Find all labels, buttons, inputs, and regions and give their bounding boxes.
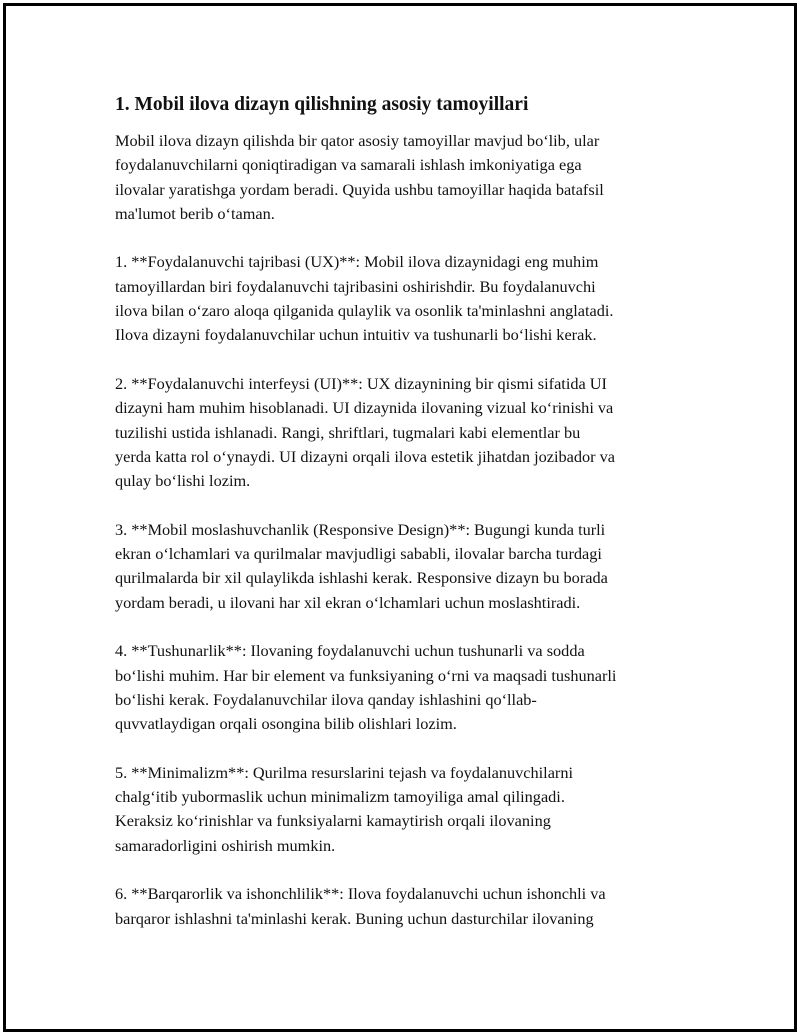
document-title: 1. Mobil ilova dizayn qilishning asosiy tamoyillari <box>115 94 529 115</box>
paragraph-responsive-design: 3. **Mobil moslashuvchanlik (Responsive Design)**: Bugungi kunda turli ekran o‘lchamlari va qurilmalar mavjudligi sababli, ilovalar barcha turdagi qurilmalarda bir xil qulaylikda ishlashi kerak. Responsive dizayn bu borada yordam beradi, u ilovani har xil ekran o‘lchamlari uchun moslashtiradi. <box>115 519 608 612</box>
paragraph-ux: 1. **Foydalanuvchi tajribasi (UX)**: Mobil ilova dizaynidagi eng muhim tamoyillardan biri foydalanuvchi tajribasini oshirishdir. Bu foydalanuvchi ilova bilan o‘zaro aloqa qilganida qulaylik va osonlik ta'minlashni anglatadi. Ilova dizayni foydalanuvchilar uchun intuitiv va tushunarli bo‘lishi kerak. <box>115 252 614 345</box>
document-body <box>115 93 695 955</box>
paragraph-ui: 2. **Foydalanuvchi interfeysi (UI)**: UX dizaynining bir qismi sifatida UI dizayni ham muhim hisoblanadi. UI dizaynida ilovaning vizual ko‘rinishi va tuzilishi ustida ishlanadi. Rangi, shriftlari, tugmalari kabi elementlar bu yerda katta rol o‘ynaydi. UI dizayni orqali ilova estetik jihatdan jozibador va qulay bo‘lishi lozim. <box>115 373 616 491</box>
intro-paragraph: Mobil ilova dizayn qilishda bir qator asosiy tamoyillar mavjud bo‘lib, ular foydalanuvchilarni qoniqtiradigan va samarali ishlash imkoniyatiga ega ilovalar yaratishga yordam beradi. Quyida ushbu tamoyillar haqida batafsil ma'lumot berib o‘taman. <box>115 131 604 223</box>
paragraph-tushunarlik: 4. **Tushunarlik**: Ilovaning foydalanuvchi uchun tushunarli va sodda bo‘lishi muhim. Har bir element va funksiyaning o‘rni va maqsadi tushunarli bo‘lishi kerak. Foydalanuvchilar ilova qanday ishlashini qo‘llab- quvvatlaydigan orqali osongina bilib olishlari lozim. <box>115 641 617 734</box>
paragraph-barqarorlik: 6. **Barqarorlik va ishonchlilik**: Ilova foydalanuvchi uchun ishonchli va barqaror ishlashni ta'minlashi kerak. Buning uchun dasturchilar ilovaning <box>115 884 606 928</box>
paragraph-minimalizm: 5. **Minimalizm**: Qurilma resurslarini tejash va foydalanuvchilarni chalg‘itib yubormaslik uchun minimalizm tamoyiliga amal qilingadi. Keraksiz ko‘rinishlar va funksiyalarni kamaytirish orqali ilovaning samaradorligini oshirish mumkin. <box>115 762 574 855</box>
